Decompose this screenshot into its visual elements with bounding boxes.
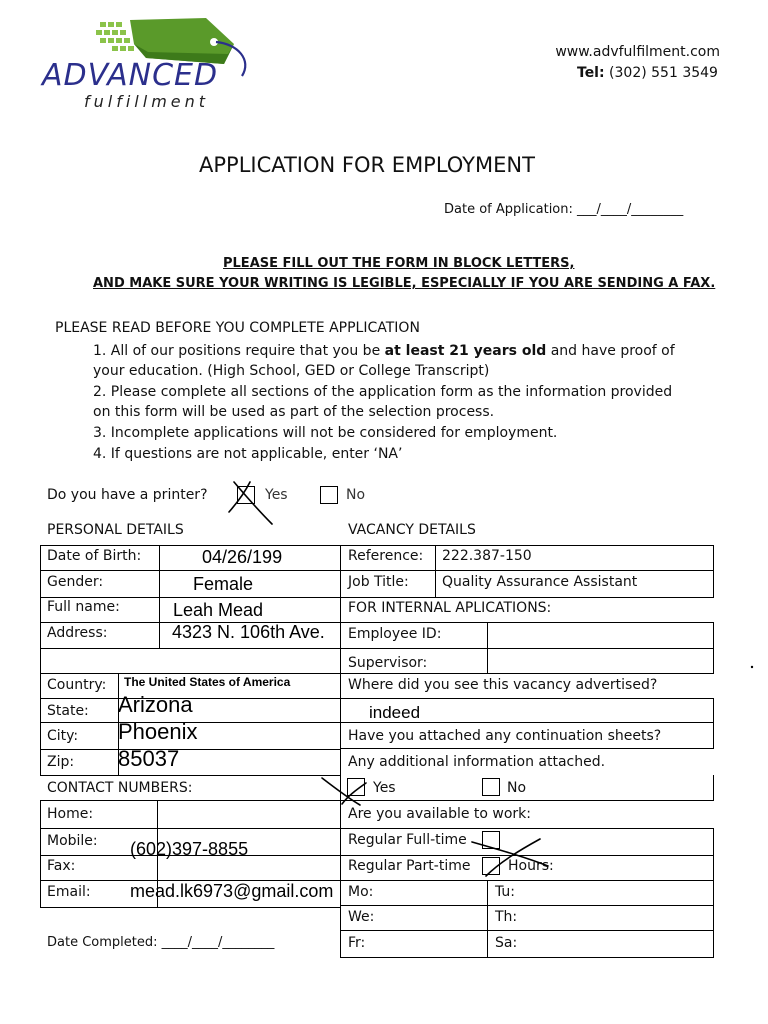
country-value[interactable]: The United States of America	[124, 675, 291, 689]
additional-info-question: Any additional information attached.	[348, 754, 606, 770]
dob-label: Date of Birth:	[47, 548, 142, 564]
dob-value[interactable]: 04/26/199	[202, 547, 283, 567]
notice-line-2: AND MAKE SURE YOUR WRITING IS LEGIBLE, ESPECIALLY IF YOU ARE SENDING A FAX.	[93, 276, 716, 291]
instruction-1-text: 1. All of our positions require that you be	[93, 343, 385, 359]
contact-numbers-heading: CONTACT NUMBERS:	[47, 780, 193, 796]
full-name-value[interactable]: Leah Mead	[173, 600, 264, 620]
email-value[interactable]: mead.lk6973@gmail.com	[130, 881, 334, 901]
vacancy-details-heading: VACANCY DETAILS	[348, 522, 476, 538]
day-wednesday-label: We:	[348, 909, 375, 925]
zip-label: Zip:	[47, 754, 75, 770]
fax-label: Fax:	[47, 858, 76, 874]
full-time-label: Regular Full-time	[348, 832, 467, 848]
city-value[interactable]: Phoenix	[118, 719, 198, 744]
instruction-2: 2. Please complete all sections of the application form as the information provided	[93, 384, 673, 400]
full-name-label: Full name:	[47, 599, 120, 615]
notice-line-1: PLEASE FILL OUT THE FORM IN BLOCK LETTERS,	[223, 256, 575, 271]
attachments-no-label: No	[507, 780, 527, 796]
state-label: State:	[47, 703, 89, 719]
reference-label: Reference:	[348, 548, 424, 564]
availability-question: Are you available to work:	[348, 806, 532, 822]
printer-no-label: No	[346, 487, 366, 503]
instruction-3: 3. Incomplete applications will not be considered for employment.	[93, 425, 558, 441]
address-label: Address:	[47, 625, 108, 641]
company-website: www.advfulfilment.com	[555, 44, 720, 60]
advertised-question: Where did you see this vacancy advertised?	[348, 677, 658, 693]
instruction-1-bold: at least 21 years old	[384, 343, 547, 359]
email-label: Email:	[47, 884, 91, 900]
instructions-heading: PLEASE READ BEFORE YOU COMPLETE APPLICATION	[55, 320, 420, 336]
job-title-label: Job Title:	[348, 574, 409, 590]
instruction-1-text-end: and have proof of	[546, 343, 675, 359]
home-label: Home:	[47, 806, 94, 822]
personal-details-heading: PERSONAL DETAILS	[47, 522, 184, 538]
attachments-yes-label: Yes	[373, 780, 396, 796]
gender-value[interactable]: Female	[193, 574, 254, 594]
date-completed: Date Completed: ____/____/________	[47, 935, 275, 950]
logo-wordmark: ADVANCED	[42, 58, 219, 93]
day-saturday-label: Sa:	[495, 935, 518, 951]
continuation-question: Have you attached any continuation sheets?	[348, 728, 662, 744]
printer-yes-x-mark	[234, 482, 272, 524]
stray-dot	[751, 666, 753, 668]
availability-x-mark-2	[486, 839, 540, 876]
printer-yes-label: Yes	[265, 487, 288, 503]
day-tuesday-label: Tu:	[495, 884, 516, 900]
day-friday-label: Fr:	[348, 935, 366, 951]
state-value[interactable]: Arizona	[118, 692, 193, 717]
hours-label: Hours:	[508, 858, 554, 874]
job-title-value[interactable]: Quality Assurance Assistant	[442, 574, 638, 590]
day-thursday-label: Th:	[495, 909, 518, 925]
supervisor-label: Supervisor:	[348, 655, 428, 671]
logo-subtitle: fulfillment	[84, 92, 210, 111]
internal-applications-heading: FOR INTERNAL APLICATIONS:	[348, 600, 552, 616]
printer-question: Do you have a printer?	[47, 487, 208, 503]
gender-label: Gender:	[47, 574, 104, 590]
page-title: APPLICATION FOR EMPLOYMENT	[199, 153, 535, 177]
mobile-value[interactable]: (602)397-8855	[130, 839, 249, 859]
day-monday-label: Mo:	[348, 884, 374, 900]
phone-label: Tel:	[577, 65, 605, 81]
mobile-label: Mobile:	[47, 833, 98, 849]
part-time-label: Regular Part-time	[348, 858, 471, 874]
advertised-value[interactable]: indeed	[369, 703, 421, 722]
instruction-2-line-2: on this form will be used as part of the selection process.	[93, 404, 495, 420]
instruction-1-line-2: your education. (High School, GED or College Transcript)	[93, 363, 490, 379]
instruction-4: 4. If questions are not applicable, enter ‘NA’	[93, 446, 403, 462]
city-label: City:	[47, 728, 79, 744]
date-of-application: Date of Application: ___/____/________	[444, 202, 684, 217]
zip-value[interactable]: 85037	[118, 746, 180, 771]
country-label: Country:	[47, 677, 107, 693]
reference-value[interactable]: 222.387-150	[442, 548, 532, 564]
phone-value: (302) 551 3549	[609, 65, 718, 81]
address-value[interactable]: 4323 N. 106th Ave.	[172, 622, 325, 642]
availability-x-mark	[472, 842, 548, 866]
employee-id-label: Employee ID:	[348, 626, 442, 642]
